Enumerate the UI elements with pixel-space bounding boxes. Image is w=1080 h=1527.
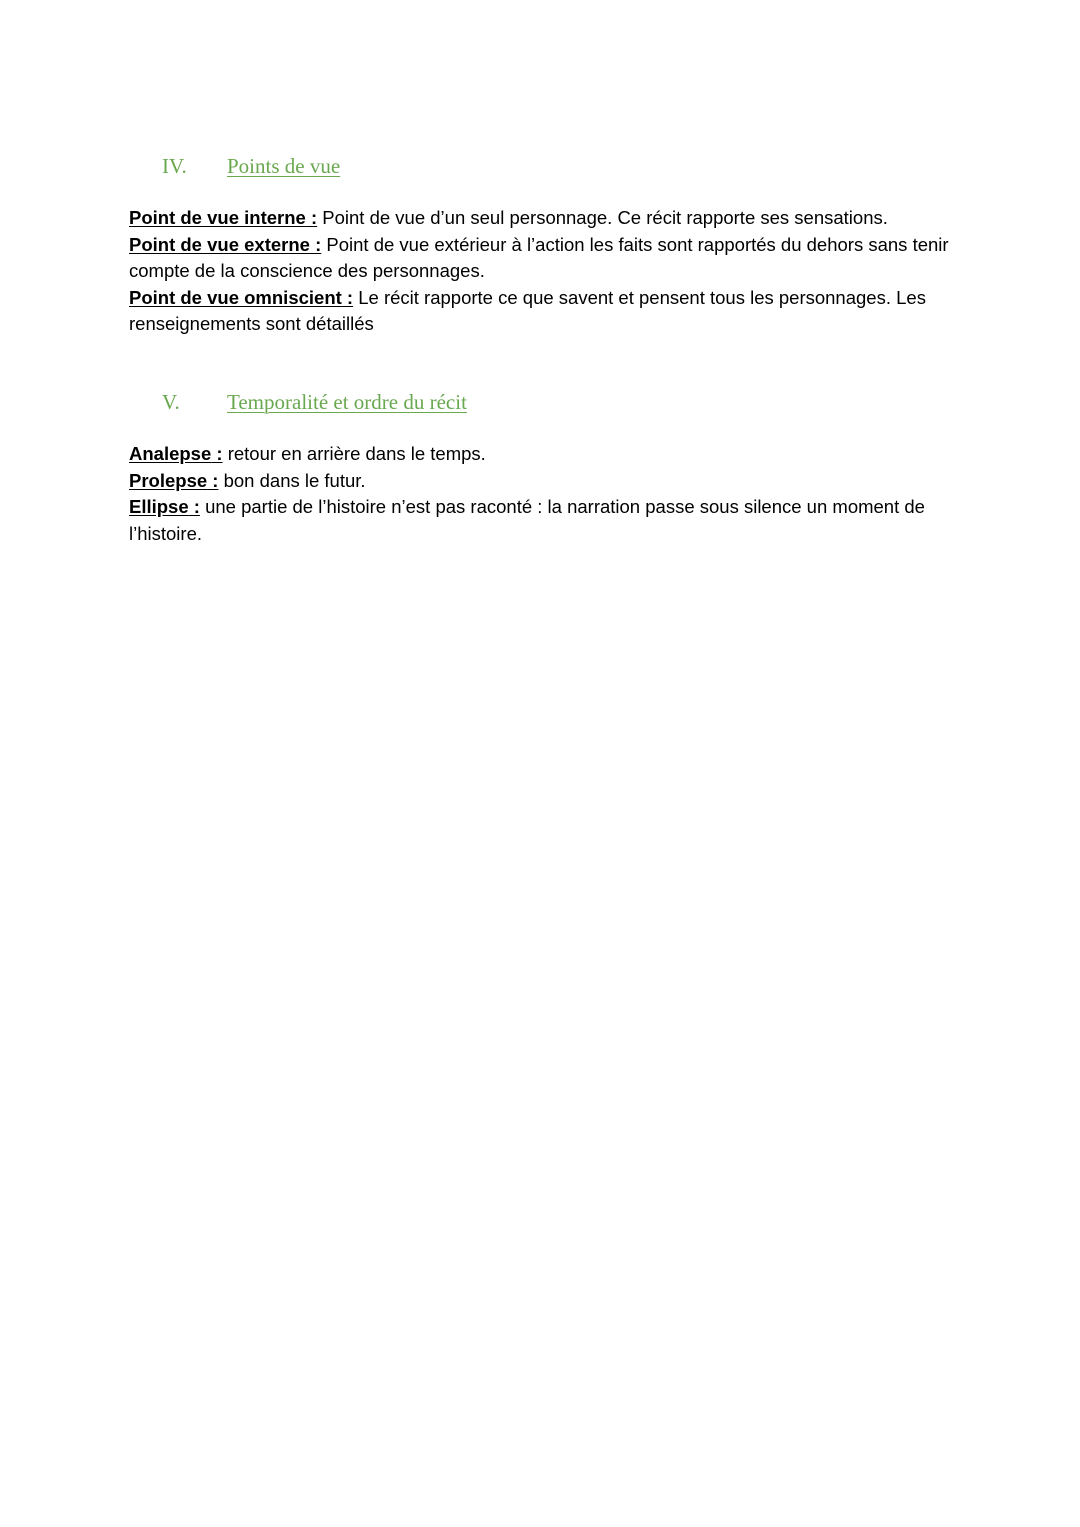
definition-text: Le récit rapporte ce que savent et pensent tous les personnages. Les renseignements sont détaillés — [129, 286, 926, 335]
definition-separator: : — [305, 207, 318, 228]
section-numeral: V. — [162, 390, 180, 414]
definition-text: retour en arrière dans le temps. — [222, 443, 486, 464]
definition-separator: : — [188, 496, 200, 518]
section-body-points-de-vue — [129, 205, 959, 338]
section-numeral: IV. — [162, 154, 187, 178]
definition-point-de-vue-interne — [129, 205, 959, 232]
definition-term: Prolepse — [129, 469, 208, 491]
definition-separator: : — [341, 286, 354, 308]
definition-separator: : — [207, 469, 219, 491]
section-heading-points-de-vue — [162, 154, 340, 179]
definition-term: Point de vue interne — [129, 207, 306, 228]
definition-analepse — [129, 441, 959, 468]
definition-separator: : — [309, 233, 322, 255]
definition-term: Ellipse — [129, 496, 189, 518]
definition-term: Point de vue omniscient — [129, 286, 342, 308]
definition-term: Analepse — [129, 443, 212, 464]
section-body-temporalite — [129, 441, 959, 547]
definition-prolepse — [129, 468, 959, 495]
section-title: Temporalité et ordre du récit — [227, 390, 467, 414]
definition-separator: : — [211, 443, 223, 464]
definition-point-de-vue-omniscient — [129, 285, 959, 338]
definition-text: une partie de l’histoire n’est pas raconté : la narration passe sous silence un moment de l’histoire. — [129, 496, 925, 544]
section-title: Points de vue — [227, 154, 341, 178]
definition-term: Point de vue externe — [129, 233, 310, 255]
definition-ellipse — [129, 494, 959, 547]
section-heading-temporalite — [162, 390, 467, 415]
definition-text: Point de vue d’un seul personnage. Ce récit rapporte ses sensations. — [317, 207, 888, 228]
definition-text: bon dans le futur. — [218, 469, 366, 491]
definition-point-de-vue-externe — [129, 232, 959, 285]
definition-text: Point de vue extérieur à l’action les faits sont rapportés du dehors sans tenir compte de la conscience des personnages. — [129, 233, 949, 282]
